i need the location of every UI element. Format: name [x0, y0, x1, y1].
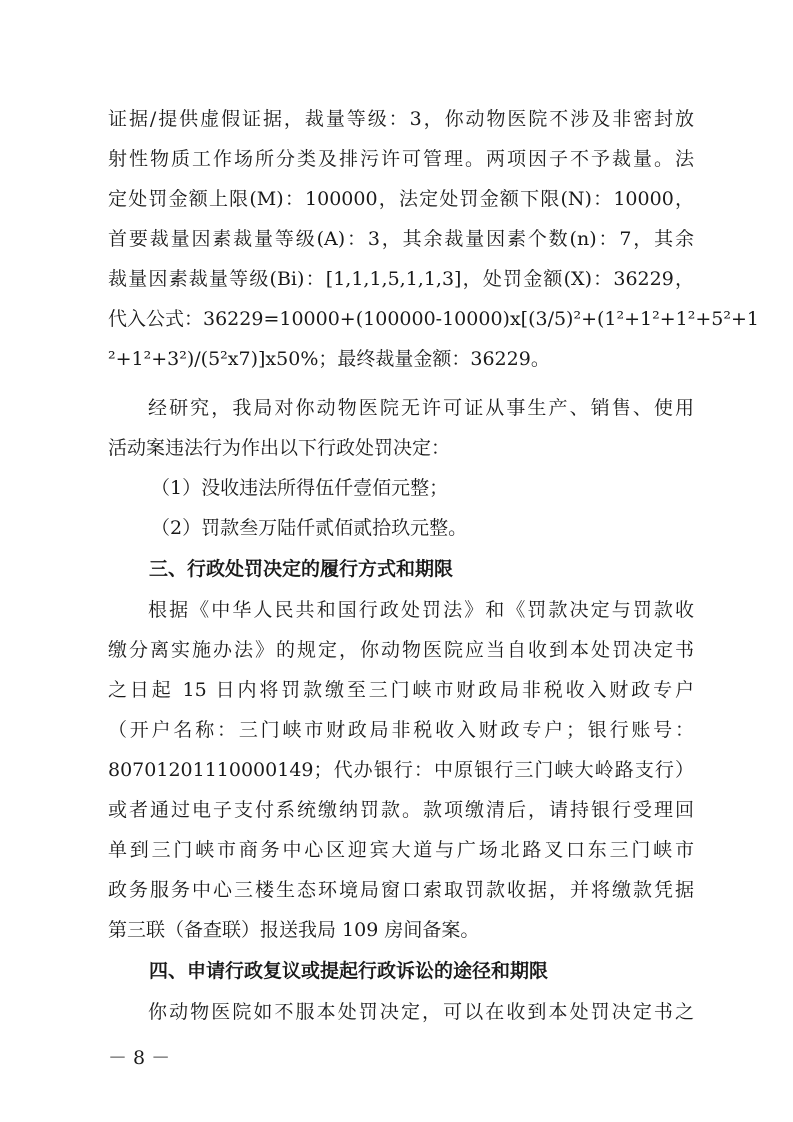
paragraph-line: 你动物医院如不服本处罚决定，可以在收到本处罚决定书之 [148, 1001, 694, 1023]
paragraph-line: 单到三门峡市商务中心区迎宾大道与广场北路叉口东三门峡市 [108, 839, 694, 861]
page-number: － 8 － [108, 1047, 171, 1069]
paragraph-line: 证据/提供虚假证据，裁量等级：3，你动物医院不涉及非密封放 [108, 108, 694, 130]
paragraph-line: 政务服务中心三楼生态环境局窗口索取罚款收据，并将缴款凭据 [108, 879, 694, 901]
paragraph-line: 80701201110000149；代办银行：中原银行三门峡大岭路支行） [108, 759, 694, 781]
penalty-item: （2）罚款叁万陆仟贰佰贰拾玖元整。 [151, 517, 468, 539]
paragraph-line: 射性物质工作场所分类及排污许可管理。两项因子不予裁量。法 [108, 148, 694, 170]
paragraph-line: 定处罚金额上限(M)：100000，法定处罚金额下限(N)：10000， [108, 188, 694, 210]
paragraph-line: 裁量因素裁量等级(Bi)：[1,1,1,5,1,1,3]，处罚金额(X)：36229， [108, 268, 694, 290]
paragraph-line: 第三联（备查联）报送我局 109 房间备案。 [108, 919, 480, 941]
section-heading: 三、行政处罚决定的履行方式和期限 [149, 558, 454, 580]
paragraph-line: 经研究，我局对你动物医院无许可证从事生产、销售、使用 [148, 397, 694, 419]
penalty-item: （1）没收违法所得伍仟壹佰元整； [151, 477, 449, 499]
paragraph-line: 首要裁量因素裁量等级(A)：3，其余裁量因素个数(n)：7，其余 [108, 228, 694, 250]
section-heading: 四、申请行政复议或提起行政诉讼的途径和期限 [149, 960, 549, 982]
paragraph-line: 代入公式：36229=10000+(100000-10000)x[(3/5)²+(1²+1²+1²+5²+1 [108, 308, 760, 330]
paragraph-line: 活动案违法行为作出以下行政处罚决定： [108, 437, 451, 459]
paragraph-line: 或者通过电子支付系统缴纳罚款。款项缴清后，请持银行受理回 [108, 799, 694, 821]
paragraph-line: 根据《中华人民共和国行政处罚法》和《罚款决定与罚款收 [148, 599, 694, 621]
paragraph-line: ²+1²+3²)/(5²x7)]x50%；最终裁量金额：36229。 [108, 348, 550, 370]
paragraph-line: 缴分离实施办法》的规定，你动物医院应当自收到本处罚决定书 [108, 639, 694, 661]
paragraph-line: 之日起 15 日内将罚款缴至三门峡市财政局非税收入财政专户 [108, 679, 694, 701]
paragraph-line: （开户名称：三门峡市财政局非税收入财政专户；银行账号： [108, 719, 694, 741]
